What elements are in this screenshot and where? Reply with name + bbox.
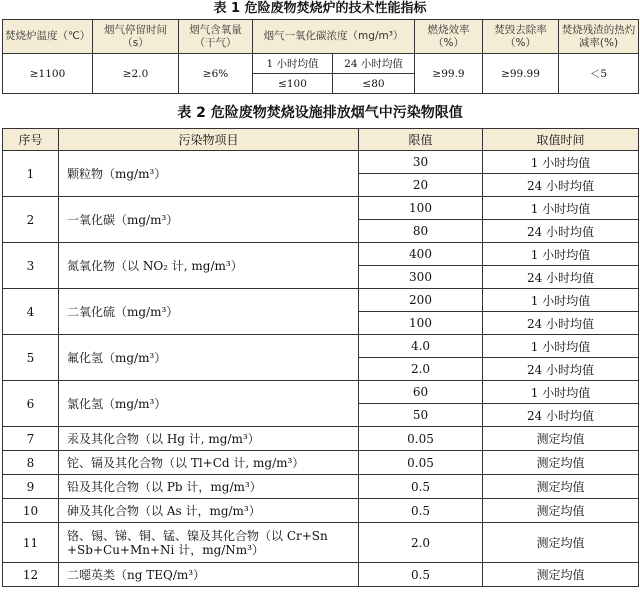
table-row (3, 243, 639, 266)
limit-value: 0.5 (359, 499, 483, 523)
averaging-time: 测定均值 (483, 451, 639, 475)
value-co-24h: ≤80 (333, 74, 415, 94)
limit-value: 300 (359, 266, 483, 289)
limit-value: 2.0 (359, 358, 483, 381)
averaging-time: 1 小时均值 (483, 289, 639, 312)
pollutant-item: 砷及其化合物（以 As 计，mg/m³） (59, 499, 359, 523)
limit-value: 20 (359, 174, 483, 197)
header-time: 取值时间 (483, 129, 639, 151)
limit-value: 80 (359, 220, 483, 243)
table-row (3, 381, 639, 404)
row-number: 6 (3, 381, 59, 427)
header-item: 污染物项目 (59, 129, 359, 151)
limit-value: 30 (359, 151, 483, 174)
averaging-time: 1 小时均值 (483, 197, 639, 220)
value-temp: ≥1100 (3, 54, 93, 94)
value-oxygen: ≥6% (179, 54, 253, 94)
table-row (3, 335, 639, 358)
value-removal: ≥99.99 (483, 54, 559, 94)
averaging-time: 24 小时均值 (483, 174, 639, 197)
limit-value: 0.05 (359, 451, 483, 475)
table-row (3, 499, 639, 523)
pollutant-item: 铅及其化合物（以 Pb 计，mg/m³） (59, 475, 359, 499)
value-co-1h: ≤100 (253, 74, 333, 94)
averaging-time: 24 小时均值 (483, 312, 639, 335)
table2-title: 表 2 危险废物焚烧设施排放烟气中污染物限值 (177, 105, 463, 121)
averaging-time: 24 小时均值 (483, 220, 639, 243)
table-row (3, 289, 639, 312)
pollutant-item: 铬、锡、锑、铜、锰、镍及其化合物（以 Cr+Sn +Sb+Cu+Mn+Ni 计，mg/Nm³） (59, 523, 359, 563)
row-number: 9 (3, 475, 59, 499)
row-number: 1 (3, 151, 59, 197)
row-number: 4 (3, 289, 59, 335)
limit-value: 4.0 (359, 335, 483, 358)
pollutant-item: 氮氧化物（以 NO₂ 计, mg/m³） (59, 243, 359, 289)
pollutant-item: 二噁英类（ng TEQ/m³） (59, 563, 359, 587)
row-number: 11 (3, 523, 59, 563)
averaging-time: 测定均值 (483, 523, 639, 563)
header-reduction: 焚烧残渣的热灼减率(%) (559, 20, 639, 54)
row-number: 10 (3, 499, 59, 523)
header-co-24h: 24 小时均值 (333, 54, 415, 74)
limit-value: 2.0 (359, 523, 483, 563)
pollutant-item: 氯化氢（mg/m³） (59, 381, 359, 427)
table-row (3, 427, 639, 451)
limit-value: 50 (359, 404, 483, 427)
table1 (2, 19, 639, 94)
row-number: 8 (3, 451, 59, 475)
row-number: 2 (3, 197, 59, 243)
row-number: 5 (3, 335, 59, 381)
averaging-time: 测定均值 (483, 499, 639, 523)
header-efficiency: 燃烧效率（%） (415, 20, 483, 54)
table-row (3, 563, 639, 587)
table1-title: 表 1 危险废物焚烧炉的技术性能指标 (213, 1, 427, 16)
header-co-group: 烟气一氧化碳浓度（mg/m³） (253, 20, 415, 54)
limit-value: 100 (359, 312, 483, 335)
table-row (3, 451, 639, 475)
header-no: 序号 (3, 129, 59, 151)
header-co-1h: 1 小时均值 (253, 54, 333, 74)
limit-value: 400 (359, 243, 483, 266)
value-reduction: ＜5 (559, 54, 639, 94)
pollutant-item: 氟化氢（mg/m³） (59, 335, 359, 381)
row-number: 7 (3, 427, 59, 451)
limit-value: 60 (359, 381, 483, 404)
value-residence: ≥2.0 (93, 54, 179, 94)
header-removal: 焚毁去除率（%） (483, 20, 559, 54)
averaging-time: 1 小时均值 (483, 381, 639, 404)
averaging-time: 测定均值 (483, 475, 639, 499)
row-number: 3 (3, 243, 59, 289)
table-row (3, 197, 639, 220)
table-row (3, 151, 639, 174)
pollutant-item: 铊、镉及其化合物（以 Tl+Cd 计, mg/m³） (59, 451, 359, 475)
averaging-time: 测定均值 (483, 427, 639, 451)
pollutant-item: 汞及其化合物（以 Hg 计, mg/m³） (59, 427, 359, 451)
header-oxygen: 烟气含氧量（干气） (179, 20, 253, 54)
table2 (2, 128, 639, 587)
limit-value: 200 (359, 289, 483, 312)
header-limit: 限值 (359, 129, 483, 151)
pollutant-item: 二氧化硫（mg/m³） (59, 289, 359, 335)
pollutant-item: 一氧化碳（mg/m³） (59, 197, 359, 243)
pollutant-item: 颗粒物（mg/m³） (59, 151, 359, 197)
table-row (3, 475, 639, 499)
averaging-time: 1 小时均值 (483, 151, 639, 174)
limit-value: 0.5 (359, 563, 483, 587)
averaging-time: 测定均值 (483, 563, 639, 587)
averaging-time: 24 小时均值 (483, 404, 639, 427)
limit-value: 0.05 (359, 427, 483, 451)
header-residence: 烟气停留时间（s） (93, 20, 179, 54)
table-row (3, 523, 639, 563)
averaging-time: 1 小时均值 (483, 335, 639, 358)
limit-value: 0.5 (359, 475, 483, 499)
header-temp: 焚烧炉温度（℃） (3, 20, 93, 54)
averaging-time: 24 小时均值 (483, 266, 639, 289)
limit-value: 100 (359, 197, 483, 220)
averaging-time: 1 小时均值 (483, 243, 639, 266)
averaging-time: 24 小时均值 (483, 358, 639, 381)
value-efficiency: ≥99.9 (415, 54, 483, 94)
row-number: 12 (3, 563, 59, 587)
